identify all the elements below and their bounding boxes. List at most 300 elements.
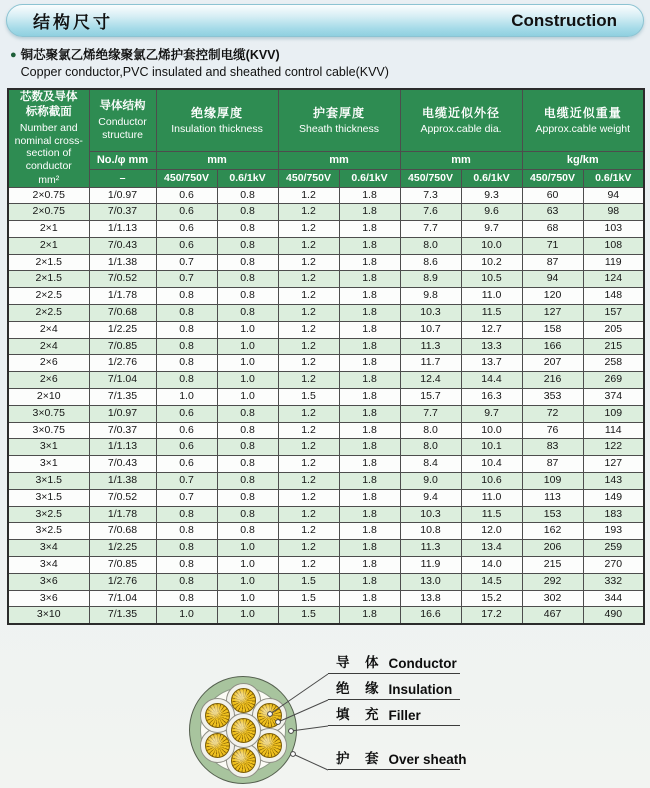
cell: 76	[522, 422, 583, 439]
cell: 1.8	[339, 523, 400, 540]
cell: 0.8	[217, 305, 278, 322]
cell: 9.6	[461, 204, 522, 221]
cell: 1.2	[278, 540, 339, 557]
voltage-06-1kv: 0.6/1kV	[339, 169, 400, 187]
cell: 2×1.5	[8, 271, 89, 288]
cell: 157	[583, 305, 644, 322]
cell: 2×2.5	[8, 288, 89, 305]
cell: 0.8	[156, 573, 217, 590]
cell: 2×0.75	[8, 204, 89, 221]
cell: 1.8	[339, 405, 400, 422]
cell: 0.8	[156, 305, 217, 322]
cell: 0.8	[217, 204, 278, 221]
cell: 7/0.37	[89, 422, 156, 439]
cell: 1/2.76	[89, 355, 156, 372]
cell: 1.8	[339, 456, 400, 473]
cell: 259	[583, 540, 644, 557]
cell: 3×6	[8, 590, 89, 607]
cell: 60	[522, 187, 583, 204]
cell: 3×2.5	[8, 523, 89, 540]
cell: 7/0.68	[89, 305, 156, 322]
col-header-conductor-structure: 导体结构 Conductor structure	[89, 89, 156, 151]
cable-cross-section	[189, 676, 297, 784]
cell: 3×0.75	[8, 422, 89, 439]
conductor-dash: –	[89, 169, 156, 187]
cell: 0.8	[217, 271, 278, 288]
cell: 0.8	[156, 372, 217, 389]
cell: 0.8	[156, 523, 217, 540]
cell: 7.3	[400, 187, 461, 204]
cell: 0.8	[217, 221, 278, 238]
table-row	[8, 473, 644, 490]
cell: 332	[583, 573, 644, 590]
cell: 109	[522, 473, 583, 490]
voltage-450-750: 450/750V	[278, 169, 339, 187]
cell: 1.2	[278, 557, 339, 574]
cell: 11.3	[400, 338, 461, 355]
cell: 9.4	[400, 489, 461, 506]
voltage-06-1kv: 0.6/1kV	[217, 169, 278, 187]
cell: 1/1.38	[89, 254, 156, 271]
cell: 2×1	[8, 237, 89, 254]
voltage-06-1kv: 0.6/1kV	[461, 169, 522, 187]
cell: 1.2	[278, 254, 339, 271]
cell: 1.8	[339, 338, 400, 355]
cell: 7/1.04	[89, 372, 156, 389]
cell: 1.2	[278, 305, 339, 322]
cell: 114	[583, 422, 644, 439]
cell: 1.2	[278, 288, 339, 305]
cell: 1.0	[217, 321, 278, 338]
cell: 1/0.97	[89, 405, 156, 422]
cell: 0.8	[217, 187, 278, 204]
cell: 1.8	[339, 254, 400, 271]
cell: 3×1	[8, 456, 89, 473]
cell: 10.3	[400, 305, 461, 322]
cell: 87	[522, 254, 583, 271]
col-header-cable-weight: 电缆近似重量 Approx.cable weight	[522, 89, 644, 151]
cell: 1.2	[278, 321, 339, 338]
cell: 0.8	[217, 288, 278, 305]
cell: 11.0	[461, 489, 522, 506]
cell: 1.2	[278, 506, 339, 523]
cell: 215	[522, 557, 583, 574]
cell: 1.8	[339, 489, 400, 506]
cell: 193	[583, 523, 644, 540]
table-row	[8, 321, 644, 338]
cell: 10.7	[400, 321, 461, 338]
cell: 11.3	[400, 540, 461, 557]
cell: 3×1.5	[8, 489, 89, 506]
table-row	[8, 355, 644, 372]
cell: 7/1.04	[89, 590, 156, 607]
table-row	[8, 372, 644, 389]
cell: 1.8	[339, 557, 400, 574]
cell: 148	[583, 288, 644, 305]
cell: 1.8	[339, 422, 400, 439]
cell: 127	[522, 305, 583, 322]
cell: 7/0.43	[89, 237, 156, 254]
product-name-block	[10, 48, 389, 80]
table-row	[8, 389, 644, 406]
cell: 10.3	[400, 506, 461, 523]
cell: 0.8	[217, 405, 278, 422]
cell: 83	[522, 439, 583, 456]
cell: 0.7	[156, 473, 217, 490]
cell: 113	[522, 489, 583, 506]
cell: 1.5	[278, 389, 339, 406]
cell: 1.8	[339, 187, 400, 204]
cell: 17.2	[461, 607, 522, 624]
cell: 11.5	[461, 305, 522, 322]
cell: 10.6	[461, 473, 522, 490]
cell: 1.8	[339, 540, 400, 557]
cell: 1.0	[217, 557, 278, 574]
cell: 7.7	[400, 405, 461, 422]
cell: 87	[522, 456, 583, 473]
cell: 1/2.25	[89, 540, 156, 557]
cell: 11.9	[400, 557, 461, 574]
cell: 11.0	[461, 288, 522, 305]
cell: 94	[522, 271, 583, 288]
cell: 14.5	[461, 573, 522, 590]
unit-conductor: No./φ mm	[89, 151, 156, 169]
cell: 1.2	[278, 271, 339, 288]
cell: 1.0	[217, 573, 278, 590]
leader-lines	[0, 630, 650, 788]
cell: 10.1	[461, 439, 522, 456]
cell: 7.6	[400, 204, 461, 221]
product-name-lines	[21, 48, 389, 80]
table-row	[8, 422, 644, 439]
cell: 8.9	[400, 271, 461, 288]
table-row	[8, 237, 644, 254]
cell: 103	[583, 221, 644, 238]
cell: 13.7	[461, 355, 522, 372]
copper-core-icon	[205, 703, 230, 728]
cell: 9.7	[461, 405, 522, 422]
cell: 1.8	[339, 355, 400, 372]
cell: 98	[583, 204, 644, 221]
cable-diagram	[0, 630, 650, 788]
cell: 0.8	[156, 540, 217, 557]
cell: 7/0.85	[89, 338, 156, 355]
cell: 1/1.38	[89, 473, 156, 490]
unit-dia: mm	[400, 151, 522, 169]
cell: 7/0.37	[89, 204, 156, 221]
cell: 7/1.35	[89, 607, 156, 624]
section-title-zh: 结构尺寸	[33, 13, 113, 32]
cell: 183	[583, 506, 644, 523]
spec-table	[7, 88, 645, 625]
table-row	[8, 338, 644, 355]
cell: 0.8	[217, 523, 278, 540]
cell: 8.0	[400, 439, 461, 456]
cell: 12.7	[461, 321, 522, 338]
cell: 3×4	[8, 540, 89, 557]
label-conductor: 导 体 Conductor	[328, 654, 460, 674]
cell: 0.6	[156, 187, 217, 204]
cell: 292	[522, 573, 583, 590]
cell: 0.6	[156, 439, 217, 456]
cell: 1.8	[339, 590, 400, 607]
table-row	[8, 254, 644, 271]
cell: 8.6	[400, 254, 461, 271]
cell: 13.4	[461, 540, 522, 557]
voltage-450-750: 450/750V	[156, 169, 217, 187]
section-title-en: Construction	[511, 10, 617, 30]
cell: 0.8	[217, 506, 278, 523]
unit-insulation: mm	[156, 151, 278, 169]
cell: 0.8	[156, 321, 217, 338]
voltage-06-1kv: 0.6/1kV	[583, 169, 644, 187]
cell: 15.7	[400, 389, 461, 406]
table-row	[8, 590, 644, 607]
cell: 122	[583, 439, 644, 456]
cell: 15.2	[461, 590, 522, 607]
cell: 2×2.5	[8, 305, 89, 322]
cell: 1.0	[217, 372, 278, 389]
table-row	[8, 506, 644, 523]
cell: 153	[522, 506, 583, 523]
table-row	[8, 204, 644, 221]
cell: 12.4	[400, 372, 461, 389]
table-row	[8, 305, 644, 322]
cell: 94	[583, 187, 644, 204]
cell: 2×6	[8, 355, 89, 372]
cell: 158	[522, 321, 583, 338]
unit-sheath: mm	[278, 151, 400, 169]
cell: 108	[583, 237, 644, 254]
cell: 207	[522, 355, 583, 372]
cell: 9.8	[400, 288, 461, 305]
table-row	[8, 540, 644, 557]
cell: 1.0	[217, 338, 278, 355]
cell: 206	[522, 540, 583, 557]
cell: 2×10	[8, 389, 89, 406]
cell: 1.2	[278, 237, 339, 254]
cell: 0.8	[217, 254, 278, 271]
cell: 16.6	[400, 607, 461, 624]
cell: 1.8	[339, 288, 400, 305]
cell: 1.2	[278, 473, 339, 490]
cell: 2×6	[8, 372, 89, 389]
cell: 1.8	[339, 271, 400, 288]
cell: 2×0.75	[8, 187, 89, 204]
cell: 10.0	[461, 422, 522, 439]
voltage-450-750: 450/750V	[400, 169, 461, 187]
label-over-sheath: 护 套 Over sheath	[328, 750, 460, 770]
cell: 12.0	[461, 523, 522, 540]
cell: 3×0.75	[8, 405, 89, 422]
cell: 0.6	[156, 204, 217, 221]
cell: 143	[583, 473, 644, 490]
cell: 344	[583, 590, 644, 607]
cell: 11.7	[400, 355, 461, 372]
table-row	[8, 221, 644, 238]
cell: 1/1.78	[89, 506, 156, 523]
cell: 1.0	[156, 389, 217, 406]
cell: 3×2.5	[8, 506, 89, 523]
cell: 1.2	[278, 187, 339, 204]
cell: 1.8	[339, 573, 400, 590]
cell: 0.7	[156, 254, 217, 271]
cell: 2×4	[8, 338, 89, 355]
cell: 149	[583, 489, 644, 506]
cell: 71	[522, 237, 583, 254]
cell: 10.5	[461, 271, 522, 288]
cell: 166	[522, 338, 583, 355]
cell: 1.0	[217, 540, 278, 557]
copper-core-icon	[231, 748, 256, 773]
cell: 1/0.97	[89, 187, 156, 204]
cell: 1/2.76	[89, 573, 156, 590]
cell: 258	[583, 355, 644, 372]
label-insulation: 绝 缘 Insulation	[328, 680, 460, 700]
cell: 0.6	[156, 221, 217, 238]
table-row	[8, 456, 644, 473]
cell: 9.3	[461, 187, 522, 204]
cell: 3×10	[8, 607, 89, 624]
cell: 0.8	[156, 288, 217, 305]
bullet-icon: ●	[10, 49, 17, 61]
cell: 16.3	[461, 389, 522, 406]
cell: 68	[522, 221, 583, 238]
cell: 9.0	[400, 473, 461, 490]
cell: 3×1.5	[8, 473, 89, 490]
cell: 7/0.43	[89, 456, 156, 473]
cell: 8.4	[400, 456, 461, 473]
cell: 13.0	[400, 573, 461, 590]
table-row	[8, 271, 644, 288]
cell: 1.2	[278, 489, 339, 506]
cell: 1.2	[278, 439, 339, 456]
cell: 1.2	[278, 221, 339, 238]
cell: 302	[522, 590, 583, 607]
cell: 1.2	[278, 523, 339, 540]
cell: 1.2	[278, 204, 339, 221]
table-row	[8, 187, 644, 204]
cell: 9.7	[461, 221, 522, 238]
cell: 1.8	[339, 473, 400, 490]
cell: 0.6	[156, 456, 217, 473]
cell: 3×4	[8, 557, 89, 574]
cell: 1.0	[217, 355, 278, 372]
cell: 8.0	[400, 422, 461, 439]
cell: 1.2	[278, 405, 339, 422]
cell: 0.7	[156, 271, 217, 288]
cell: 0.8	[217, 489, 278, 506]
voltage-450-750: 450/750V	[522, 169, 583, 187]
cell: 0.8	[156, 338, 217, 355]
cell: 0.8	[217, 237, 278, 254]
cell: 1.0	[217, 590, 278, 607]
cell: 1.0	[156, 607, 217, 624]
cell: 119	[583, 254, 644, 271]
cell: 7/0.85	[89, 557, 156, 574]
cell: 10.0	[461, 237, 522, 254]
cell: 1/2.25	[89, 321, 156, 338]
cell: 0.8	[156, 590, 217, 607]
cell: 13.3	[461, 338, 522, 355]
unit-weight: kg/km	[522, 151, 644, 169]
cell: 0.8	[217, 422, 278, 439]
cell: 1.2	[278, 422, 339, 439]
cell: 1.8	[339, 372, 400, 389]
cell: 1.8	[339, 389, 400, 406]
cell: 1.8	[339, 305, 400, 322]
copper-core-icon	[205, 733, 230, 758]
table-row	[8, 405, 644, 422]
table-row	[8, 288, 644, 305]
cell: 1.8	[339, 607, 400, 624]
cell: 120	[522, 288, 583, 305]
table-row	[8, 489, 644, 506]
cell: 2×1.5	[8, 254, 89, 271]
cell: 0.6	[156, 405, 217, 422]
cell: 63	[522, 204, 583, 221]
cell: 1.5	[278, 573, 339, 590]
cell: 1.2	[278, 338, 339, 355]
col-header-insulation-thickness: 绝缘厚度 Insulation thickness	[156, 89, 278, 151]
cell: 1.2	[278, 456, 339, 473]
cell: 0.6	[156, 237, 217, 254]
cell: 72	[522, 405, 583, 422]
cell: 7/0.52	[89, 271, 156, 288]
cell: 1.8	[339, 506, 400, 523]
conductor-core	[226, 713, 261, 748]
cell: 109	[583, 405, 644, 422]
cell: 1.8	[339, 321, 400, 338]
copper-core-icon	[257, 733, 282, 758]
cell: 3×6	[8, 573, 89, 590]
cell: 0.8	[156, 355, 217, 372]
cell: 0.8	[217, 473, 278, 490]
cell: 1.8	[339, 237, 400, 254]
cell: 10.8	[400, 523, 461, 540]
product-name-zh: 铜芯聚氯乙烯绝缘聚氯乙烯护套控制电缆(KVV)	[20, 48, 280, 62]
col-header-cross-section: 芯数及导体 标称截面 Number and nominal cross-section of conductor mm²	[8, 89, 89, 187]
label-filler: 填 充 Filler	[328, 706, 460, 726]
cell: 1.8	[339, 439, 400, 456]
cell: 14.4	[461, 372, 522, 389]
table-row	[8, 557, 644, 574]
cell: 11.5	[461, 506, 522, 523]
cell: 269	[583, 372, 644, 389]
cell: 205	[583, 321, 644, 338]
cell: 1/1.78	[89, 288, 156, 305]
table-body	[8, 187, 644, 624]
cell: 7.7	[400, 221, 461, 238]
cell: 270	[583, 557, 644, 574]
cell: 1.0	[217, 607, 278, 624]
cell: 2×4	[8, 321, 89, 338]
cell: 10.4	[461, 456, 522, 473]
copper-core-icon	[231, 718, 256, 743]
cell: 14.0	[461, 557, 522, 574]
cell: 215	[583, 338, 644, 355]
col-header-sheath-thickness: 护套厚度 Sheath thickness	[278, 89, 400, 151]
cell: 1.2	[278, 355, 339, 372]
cell: 1.8	[339, 221, 400, 238]
cell: 0.7	[156, 489, 217, 506]
cell: 374	[583, 389, 644, 406]
cell: 7/0.52	[89, 489, 156, 506]
cell: 467	[522, 607, 583, 624]
table-row	[8, 573, 644, 590]
copper-core-icon	[257, 703, 282, 728]
cell: 1.8	[339, 204, 400, 221]
